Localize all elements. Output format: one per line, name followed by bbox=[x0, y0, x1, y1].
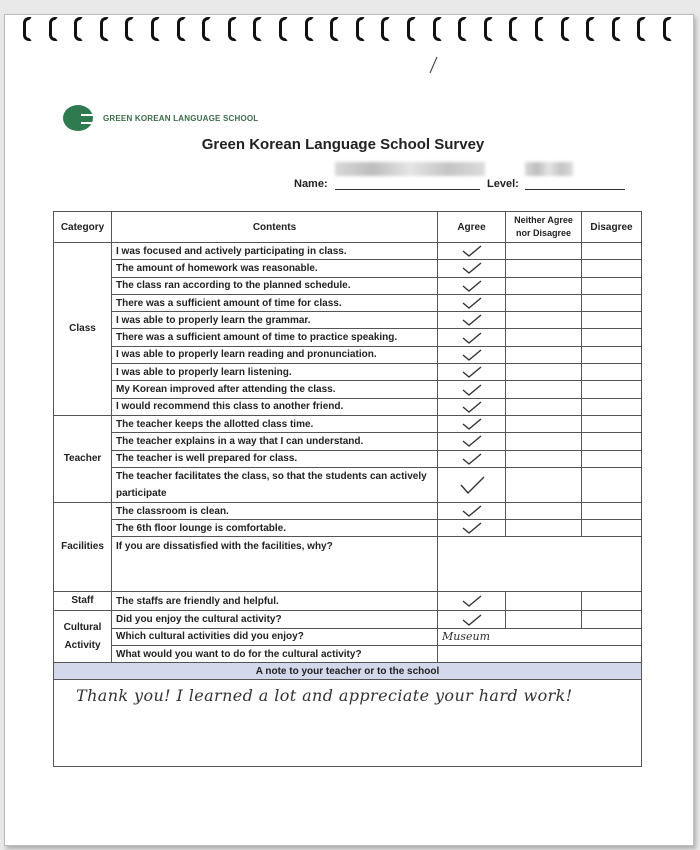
table-row bbox=[54, 329, 642, 346]
binding-ring-icon bbox=[151, 17, 160, 41]
table-row bbox=[54, 611, 642, 628]
checkmark-icon bbox=[460, 313, 484, 327]
binding-ring-icon bbox=[74, 17, 83, 41]
checkmark-icon bbox=[460, 521, 484, 535]
header-agree: Agree bbox=[438, 212, 506, 243]
binding-ring-icon bbox=[509, 17, 518, 41]
neither-cell[interactable] bbox=[506, 467, 582, 502]
note-header: A note to your teacher or to the school bbox=[54, 663, 642, 680]
table-row bbox=[54, 312, 642, 329]
note-body-row bbox=[54, 680, 642, 767]
disagree-cell[interactable] bbox=[582, 364, 642, 381]
agree-cell[interactable] bbox=[438, 433, 506, 450]
checkmark-icon bbox=[460, 400, 484, 414]
header-disagree: Disagree bbox=[582, 212, 642, 243]
item-text: My Korean improved after attending the class. bbox=[112, 381, 438, 398]
checkmark-icon bbox=[460, 594, 484, 608]
neither-cell[interactable] bbox=[506, 346, 582, 363]
table-row bbox=[54, 260, 642, 277]
spiral-binding bbox=[23, 17, 693, 47]
checkmark-icon bbox=[460, 331, 484, 345]
neither-cell[interactable] bbox=[506, 260, 582, 277]
header-contents: Contents bbox=[112, 212, 438, 243]
disagree-cell[interactable] bbox=[582, 592, 642, 611]
binding-ring-icon bbox=[23, 17, 32, 41]
neither-cell[interactable] bbox=[506, 433, 582, 450]
binding-ring-icon bbox=[535, 17, 544, 41]
agree-cell[interactable] bbox=[438, 243, 506, 260]
table-row bbox=[54, 467, 642, 502]
binding-ring-icon bbox=[612, 17, 621, 41]
binding-ring-icon bbox=[484, 17, 493, 41]
disagree-cell[interactable] bbox=[582, 312, 642, 329]
binding-ring-icon bbox=[433, 17, 442, 41]
item-text: I would recommend this class to another friend. bbox=[112, 398, 438, 415]
disagree-cell[interactable] bbox=[582, 502, 642, 519]
neither-cell[interactable] bbox=[506, 415, 582, 432]
disagree-cell[interactable] bbox=[582, 398, 642, 415]
handwritten-answer: Museum bbox=[442, 630, 491, 644]
disagree-cell[interactable] bbox=[582, 415, 642, 432]
table-row bbox=[54, 502, 642, 519]
checkmark-icon bbox=[460, 417, 484, 431]
item-text: The amount of homework was reasonable. bbox=[112, 260, 438, 277]
binding-ring-icon bbox=[637, 17, 646, 41]
table-row bbox=[54, 364, 642, 381]
name-redacted bbox=[335, 162, 485, 176]
item-text: The teacher explains in a way that I can understand. bbox=[112, 433, 438, 450]
binding-ring-icon bbox=[305, 17, 314, 41]
name-line bbox=[335, 189, 480, 190]
checkmark-icon bbox=[460, 452, 484, 466]
agree-cell[interactable] bbox=[438, 294, 506, 311]
checkmark-icon bbox=[460, 383, 484, 397]
table-row bbox=[54, 433, 642, 450]
disagree-cell[interactable] bbox=[582, 260, 642, 277]
table-row bbox=[54, 243, 642, 260]
neither-cell[interactable] bbox=[506, 611, 582, 628]
binding-ring-icon bbox=[100, 17, 109, 41]
table-header-row bbox=[54, 212, 642, 243]
neither-cell[interactable] bbox=[506, 294, 582, 311]
category-class: Class bbox=[54, 243, 112, 416]
disagree-cell[interactable] bbox=[582, 520, 642, 537]
item-text: I was able to properly learn listening. bbox=[112, 364, 438, 381]
checkmark-icon bbox=[457, 474, 487, 496]
disagree-cell[interactable] bbox=[582, 346, 642, 363]
table-row bbox=[54, 537, 642, 592]
item-text: What would you want to do for the cultural activity? bbox=[112, 646, 438, 663]
agree-cell[interactable] bbox=[438, 520, 506, 537]
checkmark-icon bbox=[460, 296, 484, 310]
item-text: The staffs are friendly and helpful. bbox=[112, 592, 438, 611]
neither-cell[interactable] bbox=[506, 450, 582, 467]
disagree-cell[interactable] bbox=[582, 467, 642, 502]
checkmark-icon bbox=[460, 244, 484, 258]
cultural-wish-field[interactable] bbox=[438, 646, 642, 663]
neither-cell[interactable] bbox=[506, 381, 582, 398]
cultural-answer-field[interactable] bbox=[438, 628, 642, 645]
survey-sheet bbox=[4, 14, 694, 846]
category-teacher: Teacher bbox=[54, 415, 112, 502]
header-neither: Neither Agree nor Disagree bbox=[506, 212, 582, 243]
agree-cell[interactable] bbox=[438, 415, 506, 432]
agree-cell[interactable] bbox=[438, 277, 506, 294]
agree-cell[interactable] bbox=[438, 467, 506, 502]
binding-ring-icon bbox=[279, 17, 288, 41]
disagree-cell[interactable] bbox=[582, 243, 642, 260]
checkmark-icon bbox=[460, 365, 484, 379]
pen-mark-icon bbox=[427, 55, 439, 75]
neither-cell[interactable] bbox=[506, 592, 582, 611]
binding-ring-icon bbox=[381, 17, 390, 41]
binding-ring-icon bbox=[228, 17, 237, 41]
neither-cell[interactable] bbox=[506, 520, 582, 537]
category-staff: Staff bbox=[54, 592, 112, 611]
category-cultural: Cultural Activity bbox=[54, 611, 112, 663]
agree-cell[interactable] bbox=[438, 329, 506, 346]
disagree-cell[interactable] bbox=[582, 277, 642, 294]
disagree-cell[interactable] bbox=[582, 381, 642, 398]
header-category: Category bbox=[54, 212, 112, 243]
facilities-comment-field[interactable] bbox=[438, 537, 642, 592]
level-label: Level: bbox=[487, 178, 519, 190]
neither-cell[interactable] bbox=[506, 312, 582, 329]
survey-table bbox=[53, 211, 642, 767]
binding-ring-icon bbox=[407, 17, 416, 41]
binding-ring-icon bbox=[561, 17, 570, 41]
checkmark-icon bbox=[460, 348, 484, 362]
item-text: The class ran according to the planned schedule. bbox=[112, 277, 438, 294]
note-header-row bbox=[54, 663, 642, 680]
agree-cell[interactable] bbox=[438, 364, 506, 381]
neither-cell[interactable] bbox=[506, 329, 582, 346]
agree-cell[interactable] bbox=[438, 450, 506, 467]
logo-icon bbox=[63, 105, 93, 131]
binding-ring-icon bbox=[177, 17, 186, 41]
item-text: I was focused and actively participating in class. bbox=[112, 243, 438, 260]
table-row bbox=[54, 646, 642, 663]
table-row bbox=[54, 277, 642, 294]
agree-cell[interactable] bbox=[438, 381, 506, 398]
table-row bbox=[54, 450, 642, 467]
table-row bbox=[54, 592, 642, 611]
item-text: The classroom is clean. bbox=[112, 502, 438, 519]
item-text: Did you enjoy the cultural activity? bbox=[112, 611, 438, 628]
neither-cell[interactable] bbox=[506, 277, 582, 294]
binding-ring-icon bbox=[49, 17, 58, 41]
item-text: Which cultural activities did you enjoy? bbox=[112, 628, 438, 645]
item-text: The teacher facilitates the class, so that the students can actively participate bbox=[112, 467, 438, 502]
binding-ring-icon bbox=[458, 17, 467, 41]
agree-cell[interactable] bbox=[438, 611, 506, 628]
checkmark-icon bbox=[460, 261, 484, 275]
disagree-cell[interactable] bbox=[582, 450, 642, 467]
agree-cell[interactable] bbox=[438, 502, 506, 519]
checkmark-icon bbox=[460, 504, 484, 518]
table-row bbox=[54, 381, 642, 398]
binding-ring-icon bbox=[253, 17, 262, 41]
item-text: The teacher is well prepared for class. bbox=[112, 450, 438, 467]
table-row bbox=[54, 415, 642, 432]
binding-ring-icon bbox=[586, 17, 595, 41]
neither-cell[interactable] bbox=[506, 398, 582, 415]
agree-cell[interactable] bbox=[438, 592, 506, 611]
handwritten-note: Thank you! I learned a lot and appreciate your hard work! bbox=[76, 686, 573, 706]
binding-ring-icon bbox=[663, 17, 672, 41]
page-title: Green Korean Language School Survey bbox=[201, 136, 485, 153]
level-redacted bbox=[525, 162, 573, 176]
item-text: I was able to properly learn reading and pronunciation. bbox=[112, 346, 438, 363]
category-facilities: Facilities bbox=[54, 502, 112, 592]
agree-cell[interactable] bbox=[438, 398, 506, 415]
checkmark-icon bbox=[460, 279, 484, 293]
item-text: The 6th floor lounge is comfortable. bbox=[112, 520, 438, 537]
checkmark-icon bbox=[460, 434, 484, 448]
neither-cell[interactable] bbox=[506, 243, 582, 260]
checkmark-icon bbox=[460, 613, 484, 627]
binding-ring-icon bbox=[330, 17, 339, 41]
table-row bbox=[54, 294, 642, 311]
binding-ring-icon bbox=[202, 17, 211, 41]
logo-text: GREEN KOREAN LANGUAGE SCHOOL bbox=[103, 113, 259, 123]
agree-cell[interactable] bbox=[438, 260, 506, 277]
table-row bbox=[54, 346, 642, 363]
school-logo bbox=[63, 105, 258, 131]
name-label: Name: bbox=[294, 178, 328, 190]
disagree-cell[interactable] bbox=[582, 329, 642, 346]
disagree-cell[interactable] bbox=[582, 294, 642, 311]
disagree-cell[interactable] bbox=[582, 433, 642, 450]
table-row bbox=[54, 520, 642, 537]
item-text: The teacher keeps the allotted class time. bbox=[112, 415, 438, 432]
item-text: There was a sufficient amount of time for class. bbox=[112, 294, 438, 311]
binding-ring-icon bbox=[356, 17, 365, 41]
table-row bbox=[54, 398, 642, 415]
agree-cell[interactable] bbox=[438, 346, 506, 363]
neither-cell[interactable] bbox=[506, 364, 582, 381]
item-text: I was able to properly learn the grammar. bbox=[112, 312, 438, 329]
table-row bbox=[54, 628, 642, 645]
item-text: If you are dissatisfied with the facilities, why? bbox=[112, 537, 438, 592]
binding-ring-icon bbox=[125, 17, 134, 41]
level-line bbox=[525, 189, 625, 190]
note-field[interactable] bbox=[54, 680, 642, 767]
item-text: There was a sufficient amount of time to practice speaking. bbox=[112, 329, 438, 346]
agree-cell[interactable] bbox=[438, 312, 506, 329]
neither-cell[interactable] bbox=[506, 502, 582, 519]
disagree-cell[interactable] bbox=[582, 611, 642, 628]
